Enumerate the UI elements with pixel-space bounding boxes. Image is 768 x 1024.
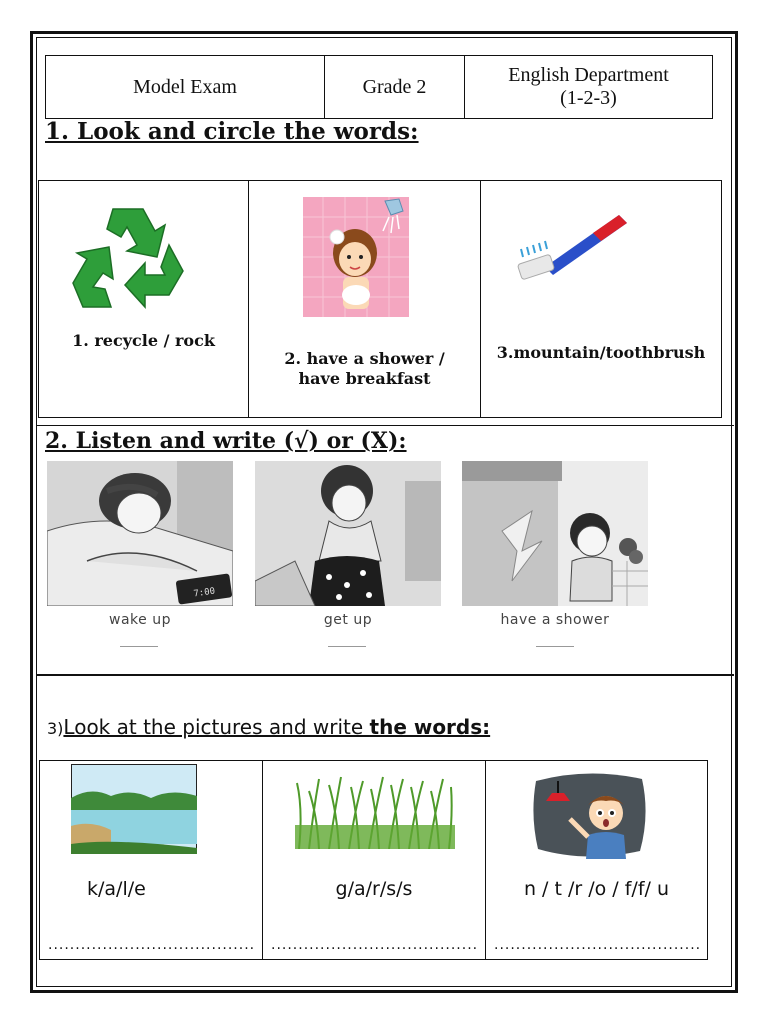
have-a-shower-illustration	[462, 461, 648, 606]
answer-line-wake-up[interactable]	[120, 646, 158, 647]
section1-label-2-line1: 2. have a shower /	[284, 349, 445, 368]
divider-section3	[36, 674, 734, 676]
department-label: English Department	[508, 64, 669, 86]
section3-title-bold: the words:	[369, 715, 491, 739]
section1-item-shower	[249, 181, 481, 417]
answer-line-get-up[interactable]	[328, 646, 366, 647]
section3-item-unlit-room	[486, 761, 707, 959]
shower-girl-picture	[303, 197, 409, 317]
section3-item-lake	[40, 761, 263, 959]
section1-label-2-line2: have breakfast	[298, 369, 431, 388]
scrambled-word-3: n / t /r /o / f/f/ u	[523, 878, 670, 900]
answer-dots-1[interactable]: ......................................	[48, 937, 256, 953]
exam-header-table	[45, 55, 713, 119]
get-up-picture	[255, 461, 441, 606]
classes-label: (1-2-3)	[560, 87, 617, 109]
answer-line-have-a-shower[interactable]	[536, 646, 574, 647]
section3-title-main: Look at the pictures and write	[63, 715, 370, 739]
section3-title	[47, 715, 490, 739]
department-cell	[465, 56, 712, 118]
wake-up-picture	[47, 461, 233, 606]
section1-item-toothbrush	[481, 181, 721, 417]
section1-label-1: 1. recycle / rock	[72, 331, 215, 350]
section1-grid	[38, 180, 722, 418]
section1-item-recycle	[39, 181, 249, 417]
grass-picture	[295, 769, 455, 849]
exam-title: Model Exam	[46, 56, 325, 118]
have-a-shower-picture	[462, 461, 648, 606]
section3-item-grass	[263, 761, 486, 959]
boy-under-lamp-picture	[526, 771, 650, 859]
scrambled-word-1: k/a/l/e	[87, 878, 146, 900]
lake-picture	[71, 764, 197, 854]
divider-section2	[36, 425, 734, 426]
alarm-clock-time: 7:00	[192, 586, 216, 600]
section1-label-2	[249, 349, 480, 389]
scrambled-word-2: g/a/r/s/s	[335, 878, 413, 900]
answer-dots-2[interactable]: ......................................	[271, 937, 479, 953]
answer-dots-3[interactable]: ......................................	[494, 937, 702, 953]
section3-grid	[39, 760, 708, 960]
caption-get-up: get up	[323, 612, 373, 628]
section1-label-3: 3.mountain/toothbrush	[496, 343, 706, 362]
recycle-icon	[69, 199, 189, 317]
toothbrush-picture	[515, 203, 635, 293]
grade-label: Grade 2	[325, 56, 465, 118]
section3-title-prefix: 3)	[47, 719, 64, 738]
section1-title: 1. Look and circle the words:	[45, 118, 419, 145]
wake-up-illustration	[47, 461, 233, 606]
get-up-illustration	[255, 461, 441, 606]
caption-wake-up: wake up	[109, 612, 171, 628]
section2-title: 2. Listen and write (√) or (X):	[45, 428, 407, 454]
caption-have-a-shower: have a shower	[500, 612, 610, 628]
